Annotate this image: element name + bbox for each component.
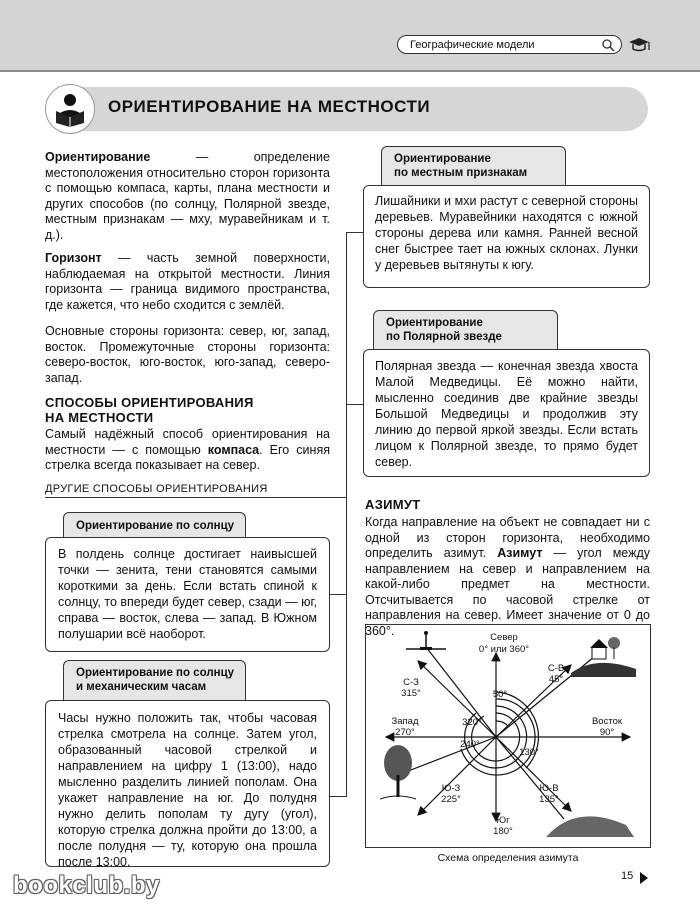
house-icon [571, 637, 636, 677]
tower-direction [426, 647, 496, 737]
local-box [363, 185, 650, 288]
next-page-arrow-icon[interactable] [640, 871, 648, 889]
label-nw-deg: 315° [401, 688, 421, 699]
label-ne-deg: 45° [548, 674, 564, 685]
azimuth-paragraph [365, 515, 650, 639]
label-east-deg: 90° [599, 727, 615, 738]
local-box-title-line2: по местным признакам [394, 167, 528, 179]
sun-box [45, 537, 330, 652]
compass-text-pre: Самый надёжный способ ориентирования на местности — с помощью [45, 427, 330, 457]
term-orientation: Ориентирование [45, 150, 151, 164]
tower-icon [406, 631, 446, 650]
polar-box-tab [373, 310, 558, 350]
label-240: 240° [460, 739, 480, 750]
azimuth-diagram [365, 624, 651, 848]
azimuth-text-post: — угол между направлением на север и направлением на какой-либо предмет на местности. Отсчитывается по часовой стрелке от направления на север. Имеет значение от 0 до 360°. [365, 546, 651, 638]
header-search-field[interactable] [397, 35, 622, 54]
term-compass: компаса [207, 442, 260, 457]
definition-orientation [45, 150, 330, 243]
page-number: 15 [621, 870, 634, 882]
connector-vertical [346, 232, 347, 797]
azimuth-heading: АЗИМУТ [365, 497, 421, 512]
clock-box [45, 700, 330, 867]
clock-box-title-line2: и механическим часам [76, 681, 207, 693]
header-search-text: Географические модели [410, 39, 535, 51]
local-box-text: Лишайники и мхи растут с северной стороны деревьев. Муравейники находятся с южной стороны дерева или камня. Ранней весной снег быстрее тает на южных склонах. Лунки у деревьев вытянуты к югу. [375, 194, 638, 272]
compass-text-post: . Его синяя стрелка всегда показывает на север. [45, 442, 330, 472]
polar-box-text: Полярная звезда — конечная звезда хвоста Малой Медведицы. Её можно найти, мысленно соединив две крайние звезды Большой Медведицы и продолжив эту линию до первой яркой звезды. Если встать лицом к Полярной звезде, то прямо будет север. [375, 359, 638, 469]
connector-to-local [346, 232, 363, 233]
reader-icon [45, 84, 95, 134]
label-se-deg: 135° [539, 794, 559, 805]
label-west-deg: 270° [395, 727, 415, 738]
hill-icon [546, 816, 634, 837]
divider-line [45, 497, 347, 498]
local-box-title-line1: Ориентирование [394, 153, 491, 165]
label-ne: С-В [547, 663, 565, 674]
label-130: 130° [519, 747, 539, 758]
label-north: Север [490, 632, 518, 643]
label-320: 320° [462, 717, 482, 728]
diagram-caption: Схема определения азимута [437, 852, 579, 864]
term-horizon: Горизонт [45, 251, 102, 265]
label-nw: С-З [403, 677, 419, 688]
graduation-cap-icon [627, 36, 651, 61]
connector-to-sun [330, 594, 347, 595]
watermark: bookclub.by [13, 872, 160, 899]
sun-box-title: Ориентирование по солнцу [76, 520, 235, 532]
label-sw-deg: 225° [441, 794, 461, 805]
search-icon[interactable] [601, 38, 615, 59]
northwest-arrow [418, 661, 496, 737]
connector-to-clock [330, 796, 347, 797]
label-sw: Ю-З [441, 783, 461, 794]
tree-icon [380, 745, 416, 799]
other-methods-label: ДРУГИЕ СПОСОБЫ ОРИЕНТИРОВАНИЯ [45, 483, 268, 495]
term-azimuth: Азимут [497, 546, 543, 560]
local-box-tab [381, 146, 566, 186]
connector-to-polar [346, 404, 363, 405]
definition-horizon-text: — часть земной поверхности, наблюдаемая на открытой местности. Линия горизонта — граница видимого пространства, где кажется, что небо сходится с землёй. [45, 251, 330, 312]
azimuth-text-pre: Когда направление на объект не совпадает ни с одной из сторон горизонта, необходимо определить азимут. [365, 515, 650, 560]
page-title: ОРИЕНТИРОВАНИЕ НА МЕСТНОСТИ [108, 97, 431, 116]
polar-box [363, 349, 650, 477]
label-south-deg: 180° [493, 826, 513, 837]
compass-paragraph [45, 427, 330, 474]
label-north-deg: 0° или 360° [478, 644, 530, 655]
definition-orientation-text: — определение местоположения относительно сторон горизонта с помощью компаса, карты, плана местности и других способов (по солнцу, Полярной звезде, местным признакам — мху, муравейникам и т. д.). [45, 150, 330, 242]
horizon-sides-paragraph: Основные стороны горизонта: север, юг, запад, восток. Промежуточные стороны горизонта: северо-восток, юго-восток, юго-запад, северо-запад. [45, 324, 330, 385]
label-west: Запад [391, 716, 419, 727]
sun-box-text: В полдень солнце достигает наивысшей точки — зенита, тени становятся самыми короткими за день. Если встать спиной к солнцу, то впереди будет север, сзади — юг, справа — восток, слева — запад. В Южном полушарии всё наоборот. [58, 547, 317, 641]
label-east: Восток [591, 716, 623, 727]
clock-box-text: Часы нужно положить так, чтобы часовая стрелка смотрела на солнце. Затем угол, образованный часовой стрелкой и направлением на цифру 1 (13:00), надо мысленно разделить линией пополам. Она укажет направление на юг. До полудня нужно делить пополам ту дугу (угол), которую стрелка должна пройти до 13:00, а после полудня — ту, которую она прошла после 13:00. [58, 711, 317, 869]
definition-horizon [45, 251, 330, 313]
label-50: 50° [492, 689, 508, 700]
polar-box-title-line2: по Полярной звезде [386, 331, 502, 343]
methods-heading-line2: НА МЕСТНОСТИ [45, 410, 154, 425]
label-south: Юг [496, 815, 510, 826]
clock-box-tab [63, 660, 246, 701]
clock-box-title-line1: Ориентирование по солнцу [76, 667, 235, 679]
label-se: Ю-В [539, 783, 559, 794]
methods-heading-line1: СПОСОБЫ ОРИЕНТИРОВАНИЯ [45, 395, 254, 410]
polar-box-title-line1: Ориентирование [386, 317, 483, 329]
sun-box-tab [63, 512, 246, 538]
arc-50 [496, 721, 508, 726]
